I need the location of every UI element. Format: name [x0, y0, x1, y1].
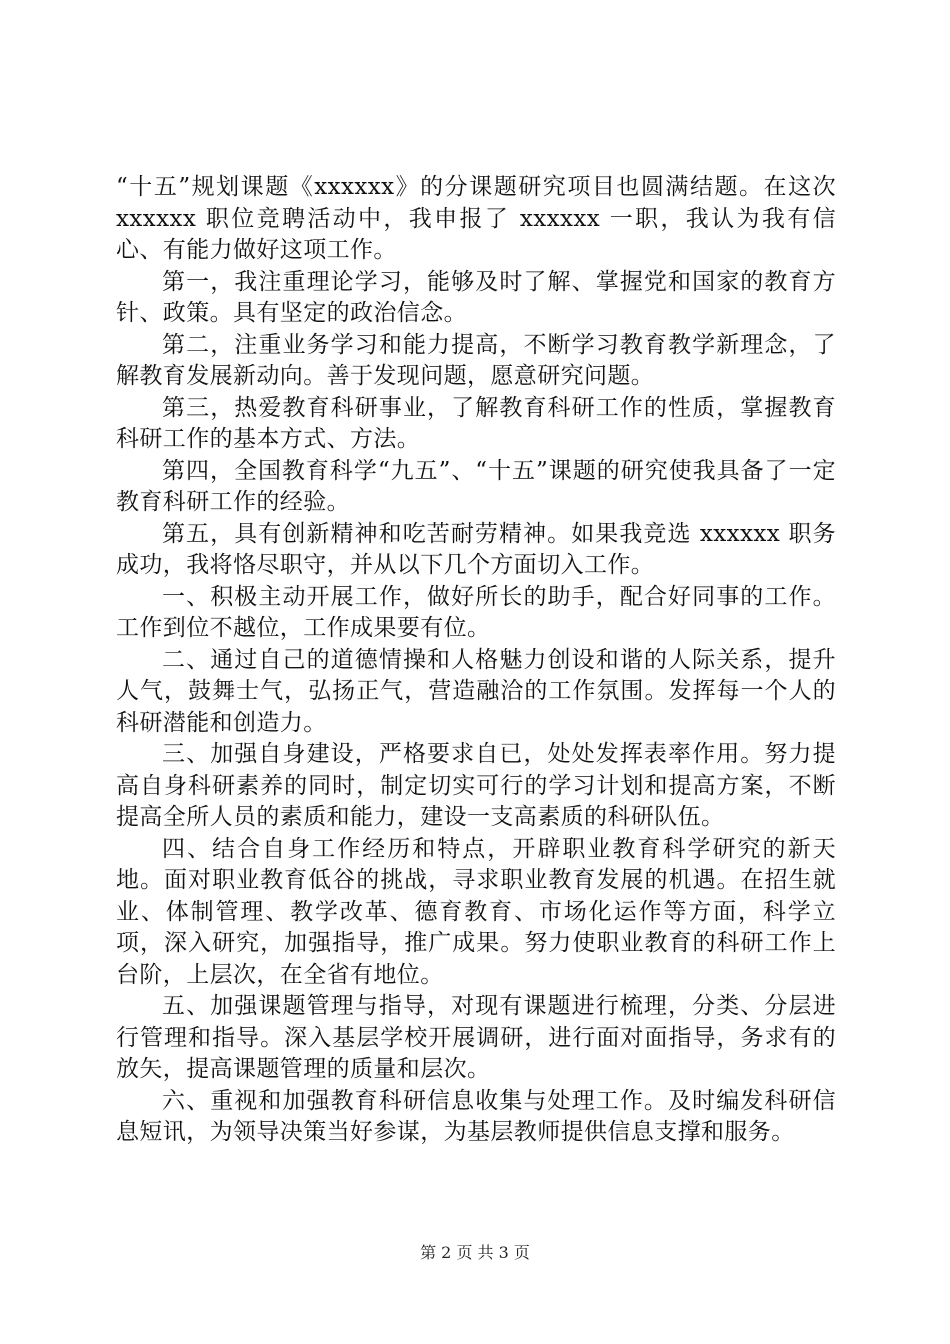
paragraph-point-2: 第二，注重业务学习和能力提高，不断学习教育教学新理念，了解教育发展新动向。善于发现问题，愿意研究问题。: [116, 331, 836, 389]
paragraph-plan-2: 二、通过自己的道德情操和人格魅力创设和谐的人际关系，提升人气，鼓舞士气，弘扬正气，营造融洽的工作氛围。发挥每一个人的科研潜能和创造力。: [116, 646, 836, 736]
paragraph-point-3: 第三，热爱教育科研事业，了解教育科研工作的性质，掌握教育科研工作的基本方式、方法。: [116, 394, 836, 452]
paragraph-plan-1: 一、积极主动开展工作，做好所长的助手，配合好同事的工作。工作到位不越位，工作成果要有位。: [116, 583, 836, 641]
paragraph-plan-3: 三、加强自身建设，严格要求自已，处处发挥表率作用。努力提高自身科研素养的同时，制定切实可行的学习计划和提高方案，不断提高全所人员的素质和能力，建设一支高素质的科研队伍。: [116, 741, 836, 830]
paragraph-point-5: 第五，具有创新精神和吃苦耐劳精神。如果我竞选 xxxxxx 职务成功，我将恪尽职守，并从以下几个方面切入工作。: [116, 520, 836, 578]
paragraph-plan-4: 四、结合自身工作经历和特点，开辟职业教育科学研究的新天地。面对职业教育低谷的挑战，寻求职业教育发展的机遇。在招生就业、体制管理、教学改革、德育教育、市场化运作等方面，科学立项，深入研究，加强指导，推广成果。努力使职业教育的科研工作上台阶，上层次，在全省有地位。: [116, 835, 836, 988]
paragraph-point-1: 第一，我注重理论学习，能够及时了解、掌握党和国家的教育方针、政策。具有坚定的政治信念。: [116, 268, 836, 326]
paragraph-plan-6: 六、重视和加强教育科研信息收集与处理工作。及时编发科研信息短讯，为领导决策当好参谋，为基层教师提供信息支撑和服务。: [116, 1087, 836, 1145]
paragraph-intro: “十五”规划课题《xxxxxx》的分课题研究项目也圆满结题。在这次 xxxxxx 职位竞聘活动中，我申报了 xxxxxx 一职，我认为我有信心、有能力做好这项工作。: [116, 174, 836, 263]
paragraph-point-4: 第四，全国教育科学“九五”、“十五”课题的研究使我具备了一定教育科研工作的经验。: [116, 457, 836, 515]
document-body: [116, 172, 836, 1149]
paragraph-plan-5: 五、加强课题管理与指导，对现有课题进行梳理，分类、分层进行管理和指导。深入基层学校开展调研，进行面对面指导，务求有的放矢，提高课题管理的质量和层次。: [116, 993, 836, 1082]
page-number-footer: 第 2 页 共 3 页: [420, 1243, 530, 1262]
